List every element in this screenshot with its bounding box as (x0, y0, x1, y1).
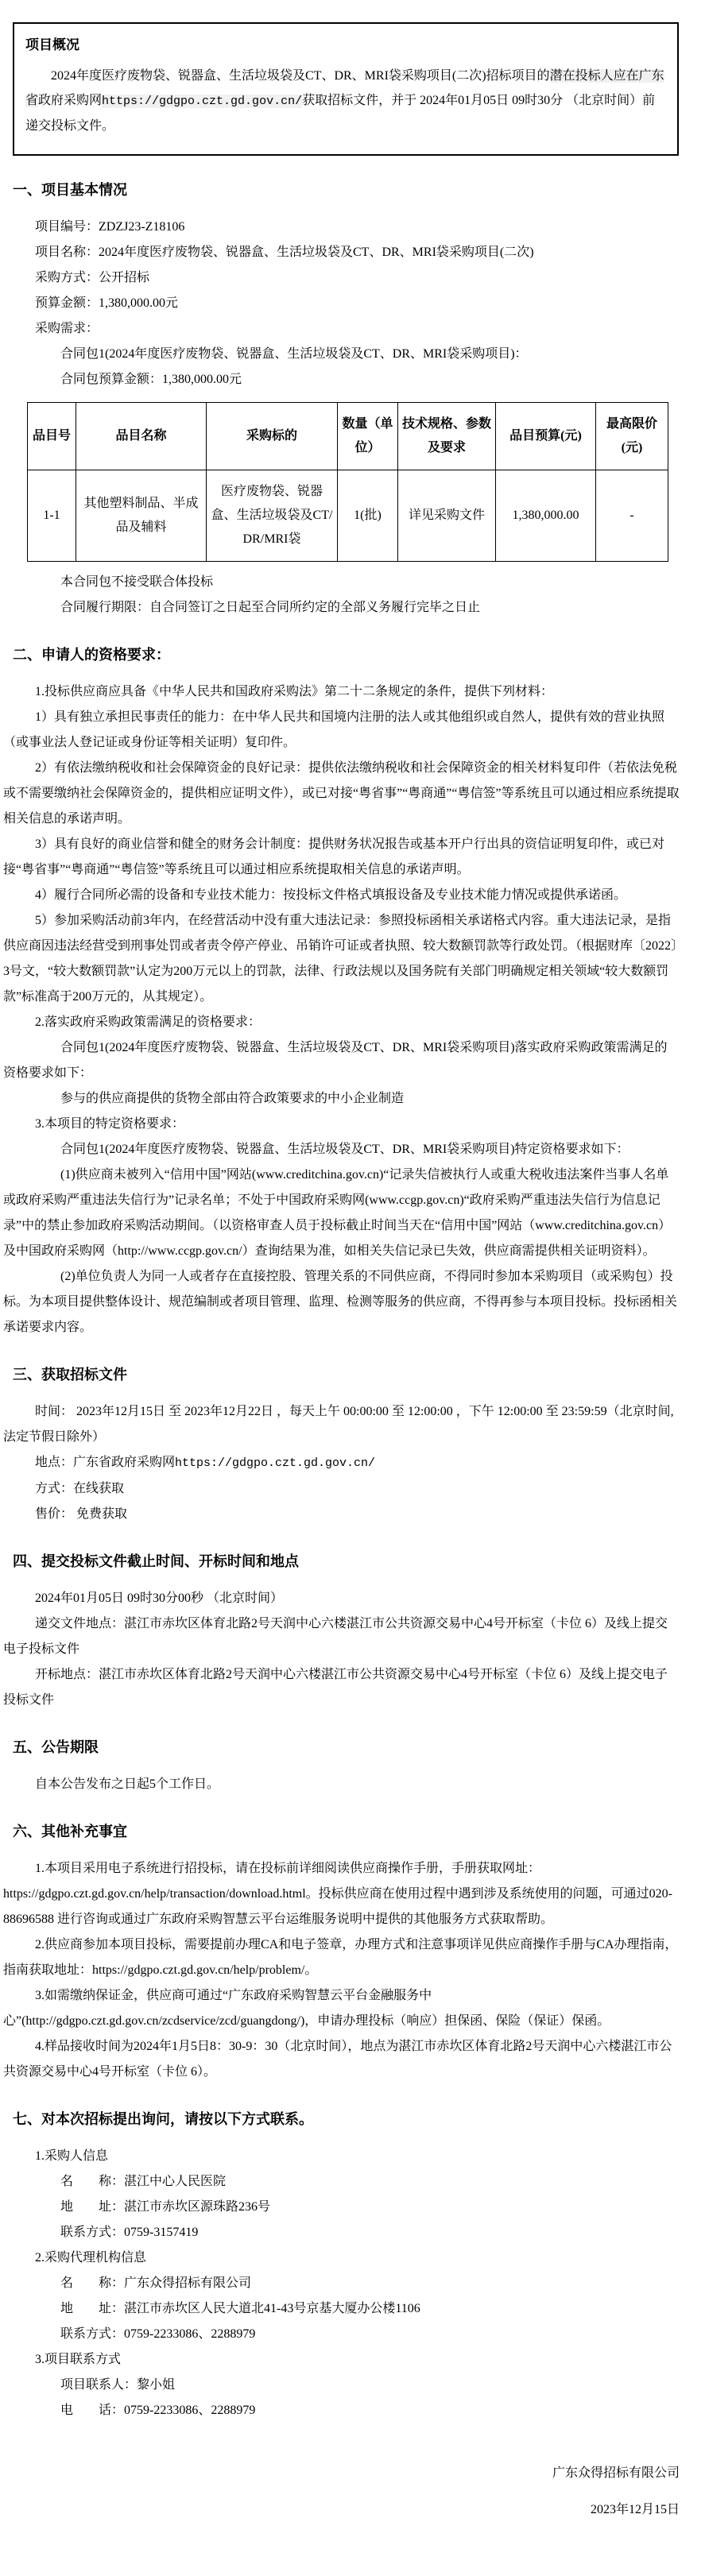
cell-max-price: - (596, 470, 668, 562)
no-consortium-note: 本合同包不接受联合体投标 (60, 575, 214, 589)
announcement-period-line: 自本公告发布之日起5个工作日。 (35, 1777, 220, 1791)
supplementary-paragraph: 3.如需缴纳保证金，供应商可通过“广东政府采购智慧云平台金融服务中心”(http://gdgpo.czt.gd.gov.cn/zcdservice/zcd/guangdong/)，申请办理投标（响应）担保函、保险（保证）保函。 (3, 1989, 610, 2028)
project-contact-title: 3.项目联系方式 (35, 2353, 122, 2366)
document-method-line: 方式：在线获取 (35, 1482, 125, 1495)
qualification-paragraph: 合同包1(2024年度医疗废物袋、锐器盒、生活垃圾袋及CT、DR、MRI袋采购项目)特定资格要求如下： (60, 1143, 629, 1156)
section-1-heading: 一、项目基本情况 (13, 182, 127, 198)
overview-text-start: 2024年度医疗废物袋、锐器盒、生活垃圾袋及CT、DR、MRI袋采购项目(二次)招标项目的 (51, 69, 550, 83)
qualification-paragraph: (2)单位负责人为同一人或者存在直接控股、管理关系的不同供应商，不得同时参加本采购项目（或采购包）投标。为本项目提供整体设计、规范编制或者项目管理、监理、检测等服务的供应商，不得再参与本项目投标。投标函相关承诺要求内容。 (3, 1270, 678, 1334)
purchaser-info-title: 1.采购人信息 (35, 2149, 109, 2163)
submission-location-line: 递交文件地点：湛江市赤坎区体育北路2号天润中心六楼湛江市公共资源交易中心4号开标室（卡位 6）及线上提交电子投标文件 (3, 1617, 668, 1656)
table-header-row (28, 403, 668, 470)
project-contact-person-line: 项目联系人：黎小姐 (60, 2378, 176, 2392)
agency-info-title: 2.采购代理机构信息 (35, 2251, 147, 2265)
budget-amount-line: 预算金额：1,380,000.00元 (35, 296, 179, 310)
project-overview-box (13, 22, 679, 156)
location-label: 地点：广东省政府采购网 (35, 1456, 176, 1469)
purchaser-contact-line: 联系方式：0759-3157419 (60, 2226, 199, 2239)
procurement-demand-line: 采购需求： (35, 322, 99, 335)
items-table (27, 402, 668, 562)
document-price-line: 售价： 免费获取 (35, 1507, 128, 1521)
section-6-heading: 六、其他补充事宜 (13, 1824, 127, 1839)
overview-highlighted-text: 潜在投标人应在广东省 (25, 69, 664, 107)
footer-date: 2023年12月15日 (590, 2503, 680, 2516)
header-quantity-unit: 数量（单位） (338, 403, 398, 470)
overview-text-mid: 政府采购网 (38, 94, 103, 107)
project-overview-title: 项目概况 (25, 37, 79, 52)
deadline-datetime-line: 2024年01月05日 09时30分00秒 （北京时间） (35, 1592, 284, 1605)
supplementary-paragraph: 2.供应商参加本项目投标，需要提前办理CA和电子签章，办理方式和注意事项详见供应商操作手册与CA办理指南，指南获取地址：https://gdgpo.czt.gd.gov.cn/help/problem/。 (3, 1938, 678, 1977)
header-max-price: 最高限价(元) (596, 403, 668, 470)
qualification-paragraph: 参与的供应商提供的货物全部由符合政策要求的中小企业制造 (60, 1092, 405, 1105)
qualification-paragraph: 2.落实政府采购政策需满足的资格要求： (35, 1015, 261, 1029)
cell-item-no: 1-1 (28, 470, 76, 562)
cell-quantity-unit: 1(批) (338, 470, 398, 562)
document-location-line (3, 1450, 680, 1476)
signature-block (3, 2455, 680, 2528)
purchaser-name-line: 名 称：湛江中心人民医院 (60, 2175, 227, 2188)
header-procurement-target: 采购标的 (207, 403, 338, 470)
contract-package-budget: 合同包预算金额：1,380,000.00元 (60, 373, 242, 386)
project-name-line: 项目名称：2024年度医疗废物袋、锐器盒、生活垃圾袋及CT、DR、MRI袋采购项目(二次) (35, 246, 534, 259)
qualification-paragraph: (1)供应商未被列入“信用中国”网站(www.creditchina.gov.cn)“记录失信被执行人或重大税收违法案件当事人名单或政府采购严重违法失信行为”记录名单；不处于中国政府采购网(www.ccgp.gov.cn)“政府采购严重违法失信行为信息记录”中的禁止参加政府采购活动期间。（以资格审查人员于投标截止时间当天在“信用中国”网站（www.creditchina.gov.cn）及中国政府采购网（http://www.ccgp.gov.cn/）查询结果为准，如相关失信记录已失效，供应商需提供相关证明资料）。 (3, 1168, 672, 1258)
table-row (28, 470, 668, 562)
document-time-line: 时间： 2023年12月15日 至 2023年12月22日 ，每天上午 00:00:00 至 12:00:00 ，下午 12:00:00 至 23:59:59（北京时间,法定节假日除外） (3, 1405, 674, 1444)
supplementary-paragraph: 4.样品接收时间为2024年1月5日8：30-9：30（北京时间），地点为湛江市赤坎区体育北路2号天润中心六楼湛江市公共资源交易中心4号开标室（卡位 6）。 (3, 2040, 672, 2079)
agency-name-line: 名 称：广东众得招标有限公司 (60, 2276, 252, 2290)
procurement-site-url: https://gdgpo.czt.gd.gov.cn/ (102, 95, 303, 108)
project-contact-phone-line: 电 话：0759-2233086、2288979 (60, 2404, 256, 2417)
bid-opening-location-line: 开标地点：湛江市赤坎区体育北路2号天润中心六楼湛江市公共资源交易中心4号开标室（卡位 6）及线上提交电子投标文件 (3, 1668, 668, 1707)
qualification-paragraph: 2）有依法缴纳税收和社会保障资金的良好记录：提供依法缴纳税收和社会保障资金的相关材料复印件（若依法免税或不需要缴纳社会保障资金的，提供相应证明文件），或已对接“粤省事”“粤商通”“粤信签”等系统且可以通过相应系统提取相关信息的承诺声明。 (3, 761, 680, 826)
footer-company: 广东众得招标有限公司 (552, 2466, 680, 2480)
header-item-budget: 品目预算(元) (496, 403, 596, 470)
project-number-line: 项目编号：ZDZJ23-Z18106 (35, 220, 185, 234)
contract-period-note: 合同履行期限：自合同签订之日起至合同所约定的全部义务履行完毕之日止 (60, 601, 481, 614)
procurement-method-line: 采购方式：公开招标 (35, 271, 150, 284)
qualification-paragraph: 1）具有独立承担民事责任的能力：在中华人民共和国境内注册的法人或其他组织或自然人，提供有效的营业执照（或事业法人登记证或身份证等相关证明）复印件。 (3, 710, 665, 749)
header-tech-spec: 技术规格、参数及要求 (398, 403, 496, 470)
header-item-name: 品目名称 (76, 403, 207, 470)
supplementary-paragraph: 1.本项目采用电子系统进行招投标，请在投标前详细阅读供应商操作手册，手册获取网址：https://gdgpo.czt.gd.gov.cn/help/transaction/download.html。投标供应商在使用过程中遇到涉及系统使用的问题，可通过020-88696588 进行咨询或通过广东政府采购智慧云平台运维服务说明中提供的其他服务方式获取帮助。 (3, 1862, 673, 1926)
header-item-no: 品目号 (28, 403, 76, 470)
cell-procurement-target: 医疗废物袋、锐器盒、生活垃圾袋及CT/DR/MRI袋 (207, 470, 338, 562)
project-overview-paragraph (25, 64, 664, 138)
section-3-heading: 三、获取招标文件 (13, 1367, 127, 1383)
qualification-paragraph: 3）具有良好的商业信誉和健全的财务会计制度：提供财务状况报告或基本开户行出具的资信证明复印件，或已对接“粤省事”“粤商通”“粤信签”等系统且可以通过相应系统提取相关信息的承诺声明。 (3, 837, 665, 876)
qualification-paragraph: 4）履行合同所必需的设备和专业技术能力：按投标文件格式填报设备及专业技术能力情况或提供承诺函。 (35, 888, 627, 902)
procurement-site-url: https://gdgpo.czt.gd.gov.cn/ (175, 1456, 376, 1470)
overview-text-end: 获取招标文件，并于 2024年01月05日 09时30分 （北京时间）前递交投标文件。 (25, 94, 656, 133)
cell-tech-spec: 详见采购文件 (398, 470, 496, 562)
section-4-heading: 四、提交投标文件截止时间、开标时间和地点 (13, 1553, 299, 1569)
contract-package-title: 合同包1(2024年度医疗废物袋、锐器盒、生活垃圾袋及CT、DR、MRI袋采购项目)： (60, 347, 528, 361)
cell-item-name: 其他塑料制品、半成品及辅料 (76, 470, 207, 562)
section-2-heading: 二、申请人的资格要求： (13, 647, 170, 663)
qualification-paragraph: 合同包1(2024年度医疗废物袋、锐器盒、生活垃圾袋及CT、DR、MRI袋采购项目)落实政府采购政策需满足的资格要求如下： (3, 1041, 668, 1080)
cell-item-budget: 1,380,000.00 (496, 470, 596, 562)
qualification-paragraph: 3.本项目的特定资格要求： (35, 1117, 185, 1131)
qualification-paragraph: 5）参加采购活动前3年内，在经营活动中没有重大违法记录：参照投标函相关承诺格式内容。重大违法记录，是指供应商因违法经营受到刑事处罚或者责令停产停业、吊销许可证或者执照、较大数额罚款等行政处罚。（根据财库〔2022〕3号文，“较大数额罚款”认定为200万元以上的罚款，法律、行政法规以及国务院有关部门明确规定相关领域“较大数额罚款”标准高于200万元的，从其规定）。 (3, 914, 678, 1004)
section-5-heading: 五、公告期限 (13, 1739, 99, 1755)
section-7-heading: 七、对本次招标提出询问，请按以下方式联系。 (13, 2111, 313, 2127)
agency-address-line: 地 址：湛江市赤坎区人民大道北41-43号京基大厦办公楼1106 (60, 2302, 420, 2315)
agency-contact-line: 联系方式：0759-2233086、2288979 (60, 2327, 256, 2341)
purchaser-address-line: 地 址：湛江市赤坎区源珠路236号 (60, 2200, 271, 2214)
qualification-paragraph: 1.投标供应商应具备《中华人民共和国政府采购法》第二十二条规定的条件，提供下列材料： (35, 685, 554, 698)
